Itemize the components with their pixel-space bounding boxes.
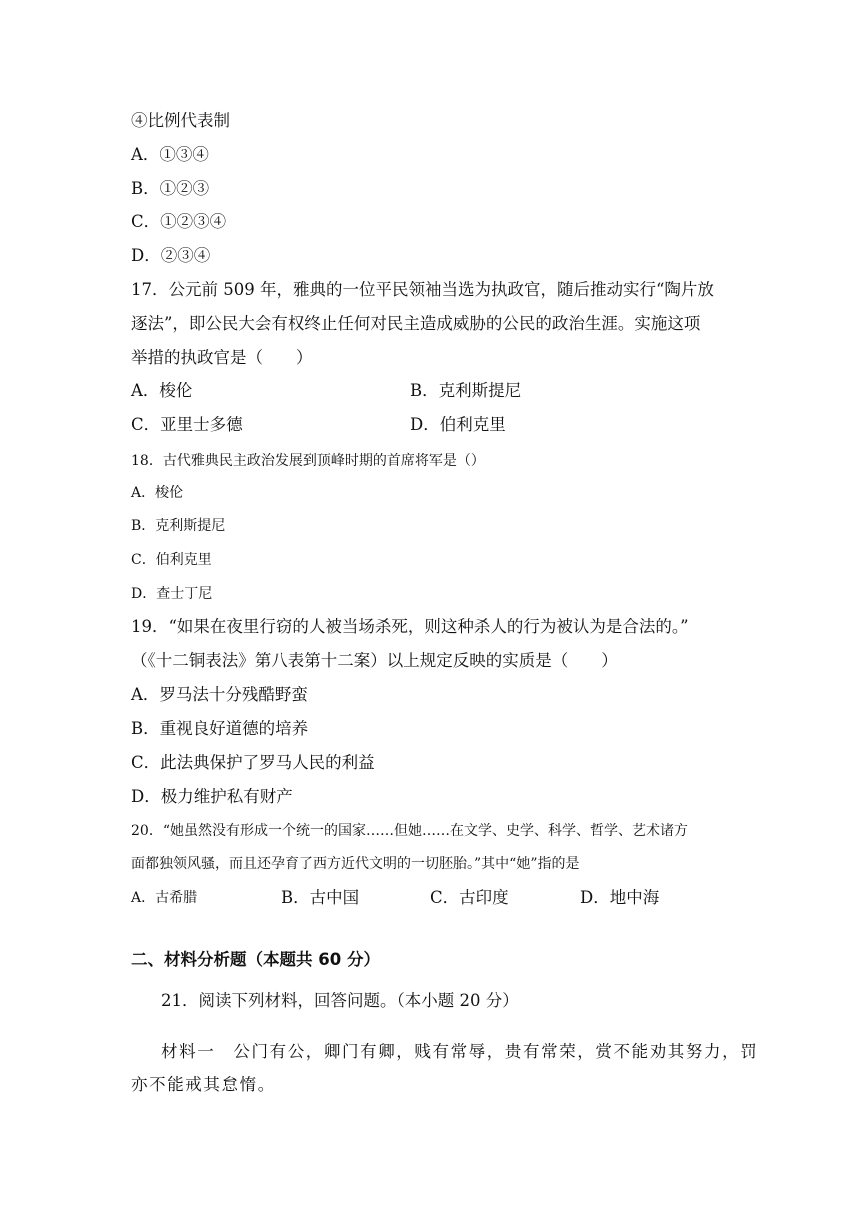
q19-stem-line-2: （《十二铜表法》第八表第十二案）以上规定反映的实质是（ ） — [131, 651, 618, 670]
q18-option-a: A．梭伦 — [131, 485, 184, 501]
q20-option-a: A．古希腊 — [131, 890, 198, 906]
q17-option-b: B．克利斯提尼 — [410, 381, 522, 400]
q18-stem: 18．古代雅典民主政治发展到顶峰时期的首席将军是（） — [131, 453, 485, 469]
q18-option-b: B．克利斯提尼 — [131, 518, 226, 534]
q20-stem-line-2: 面都独领风骚，而且还孕育了西方近代文明的一切胚胎。”其中“她”指的是 — [131, 856, 580, 872]
q17-option-a: A．梭伦 — [131, 381, 193, 400]
q21-material-1-line-1: 材料一 公门有公，卿门有卿，贱有常辱，贵有常荣，赏不能劝其努力，罚 — [161, 1042, 759, 1061]
q21-material-1-line-2: 亦不能戒其怠惰。 — [131, 1075, 276, 1094]
q19-option-c: C．此法典保护了罗马人民的利益 — [131, 753, 375, 772]
q17-stem-line-3: 举措的执政官是（ ） — [131, 348, 313, 367]
q16-option-c: C．①②③④ — [131, 212, 227, 231]
section-2-heading: 二、材料分析题（本题共 60 分） — [131, 950, 380, 969]
q16-item-4: ④比例代表制 — [131, 111, 230, 130]
q20-option-d: D．地中海 — [580, 888, 660, 907]
q17-stem-line-1: 17．公元前 509 年，雅典的一位平民领袖当选为执政官，随后推动实行“陶片放 — [131, 280, 714, 299]
q20-stem-line-1: 20．“她虽然没有形成一个统一的国家……但她……在文学、史学、科学、哲学、艺术诸方 — [131, 823, 688, 839]
q17-option-d: D．伯利克里 — [410, 415, 506, 434]
q21-stem: 21．阅读下列材料，回答问题。（本小题 20 分） — [161, 991, 519, 1010]
q16-option-d: D．②③④ — [131, 246, 211, 265]
q20-option-b: B．古中国 — [281, 888, 360, 907]
q20-option-c: C．古印度 — [430, 888, 509, 907]
q19-option-a: A．罗马法十分残酷野蛮 — [131, 685, 308, 704]
q19-option-b: B．重视良好道德的培养 — [131, 719, 309, 738]
q19-option-d: D．极力维护私有财产 — [131, 787, 293, 806]
q17-stem-line-2: 逐法”，即公民大会有权终止任何对民主造成威胁的公民的政治生涯。实施这项 — [131, 314, 701, 333]
q18-option-c: C．伯利克里 — [131, 552, 212, 568]
q16-option-b: B．①②③ — [131, 179, 210, 198]
q16-option-a: A．①③④ — [131, 145, 209, 164]
q18-option-d: D．查士丁尼 — [131, 586, 213, 602]
q17-option-c: C．亚里士多德 — [131, 415, 243, 434]
q19-stem-line-1: 19．“如果在夜里行窃的人被当场杀死，则这种杀人的行为被认为是合法的。” — [131, 617, 689, 636]
